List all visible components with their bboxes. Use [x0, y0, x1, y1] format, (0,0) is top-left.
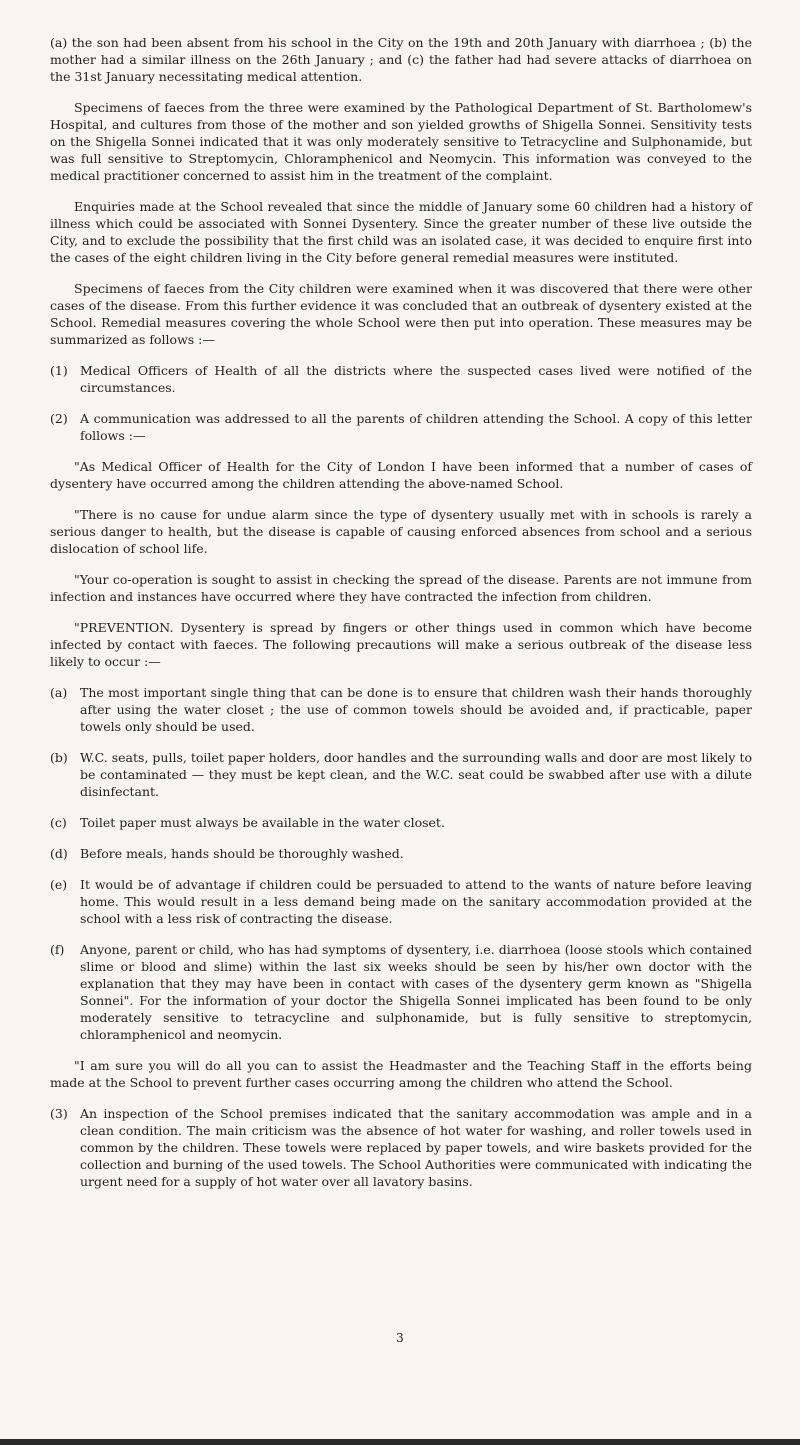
item-text: Anyone, parent or child, who has had symptoms of dysentery, i.e. diarrhoea (loose stools which contained slime or blood and slime) within the last six weeks should be seen by his/her own doctor with the explanation that they may have been in contact with cases of the dysentery germ known as "Shigella Sonnei". For the information of your doctor the Shigella Sonnei implicated has been found to be only moderately sensitive to tetracycline and sulphonamide, but is fully sensitive to streptomycin, chloramphenicol and neomycin. [80, 942, 752, 1042]
precaution-a [50, 684, 752, 735]
precaution-e [50, 876, 752, 927]
item-number: (3) [50, 1106, 68, 1121]
item-text: An inspection of the School premises indicated that the sanitary accommodation was ample and in a clean condition. The main criticism was the absence of hot water for washing, and roller towels used in common by the children. These towels were replaced by paper towels, and wire baskets provided for the collection and burning of the used towels. The School Authorities were communicated with indicating the urgent need for a supply of hot water over all lavatory basins. [80, 1106, 752, 1189]
item-text: The most important single thing that can be done is to ensure that children wash their hands thoroughly after using the water closet ; the use of common towels should be avoided and, if practicable, paper towels only should be used. [80, 685, 752, 734]
paragraph-specimens: Specimens of faeces from the three were examined by the Pathological Department of St. Bartholomew's Hospital, and cultures from those of the mother and son yielded growths of Shigella Sonnei. Sensitivity tests on the Shigella Sonnei indicated that it was only moderately sensitive to Tetracycline and Sulphonamide, but was full sensitive to Streptomycin, Chloramphenicol and Neomycin. This information was conveyed to the medical practitioner concerned to assist him in the treatment of the complaint. [50, 100, 752, 183]
measure-item-2 [50, 410, 752, 444]
paragraph-case-history: (a) the son had been absent from his school in the City on the 19th and 20th January with diarrhoea ; (b) the mother had a similar illness on the 26th January ; and (c) the father had had severe attacks of diarrhoea on the 31st January necessitating medical attention. [50, 35, 752, 84]
letter-paragraph-2: "There is no cause for undue alarm since the type of dysentery usually met with in schools is rarely a serious danger to health, but the disease is capable of causing enforced absences from school and a serious dislocation of school life. [50, 507, 752, 556]
item-text: A communication was addressed to all the parents of children attending the School. A copy of this letter follows :— [80, 411, 752, 443]
measure-item-3 [50, 1105, 752, 1190]
item-text: Before meals, hands should be thoroughly washed. [80, 846, 404, 861]
item-number: (d) [50, 846, 68, 861]
paragraph-enquiries: Enquiries made at the School revealed that since the middle of January some 60 children had a history of illness which could be associated with Sonnei Dysentery. Since the greater number of these live outside the City, and to exclude the possibility that the first child was an isolated case, it was decided to enquire first into the cases of the eight children living in the City before general remedial measures were instituted. [50, 199, 752, 265]
page-number: 3 [396, 1331, 404, 1345]
item-text: Toilet paper must always be available in the water closet. [80, 815, 445, 830]
item-number: (a) [50, 685, 68, 700]
precaution-b [50, 749, 752, 800]
item-number: (1) [50, 363, 68, 378]
letter-prevention: "PREVENTION. Dysentery is spread by fingers or other things used in common which have become infected by contact with faeces. The following precautions will make a serious outbreak of the disease less likely to occur :— [50, 620, 752, 669]
letter-paragraph-3: "Your co-operation is sought to assist in checking the spread of the disease. Parents are not immune from infection and instances have occurred where they have contracted the infection from children. [50, 572, 752, 604]
item-number: (c) [50, 815, 67, 830]
item-text: W.C. seats, pulls, toilet paper holders, door handles and the surrounding walls and door are most likely to be contaminated — they must be kept clean, and the W.C. seat could be swabbed after use with a dilute disinfectant. [80, 750, 752, 799]
letter-paragraph-1: "As Medical Officer of Health for the City of London I have been informed that a number of cases of dysentery have occurred among the children attending the above-named School. [50, 459, 752, 491]
precaution-f [50, 941, 752, 1043]
precaution-c [50, 814, 752, 831]
item-number: (2) [50, 411, 68, 426]
scan-edge-bar [0, 1439, 800, 1445]
item-number: (f) [50, 942, 65, 957]
item-number: (b) [50, 750, 68, 765]
document-page [50, 34, 752, 1204]
measure-item-1 [50, 362, 752, 396]
item-text: Medical Officers of Health of all the districts where the suspected cases lived were notified of the circumstances. [80, 363, 752, 395]
precaution-d [50, 845, 752, 862]
item-text: It would be of advantage if children could be persuaded to attend to the wants of nature before leaving home. This would result in a less demand being made on the sanitary accommodation provided at the school with a less risk of contracting the disease. [80, 877, 752, 926]
letter-closing: "I am sure you will do all you can to assist the Headmaster and the Teaching Staff in the efforts being made at the School to prevent further cases occurring among the children who attend the School. [50, 1058, 752, 1090]
item-number: (e) [50, 877, 68, 892]
paragraph-outbreak: Specimens of faeces from the City children were examined when it was discovered that there were other cases of the disease. From this further evidence it was concluded that an outbreak of dysentery existed at the School. Remedial measures covering the whole School were then put into operation. These measures may be summarized as follows :— [50, 281, 752, 347]
